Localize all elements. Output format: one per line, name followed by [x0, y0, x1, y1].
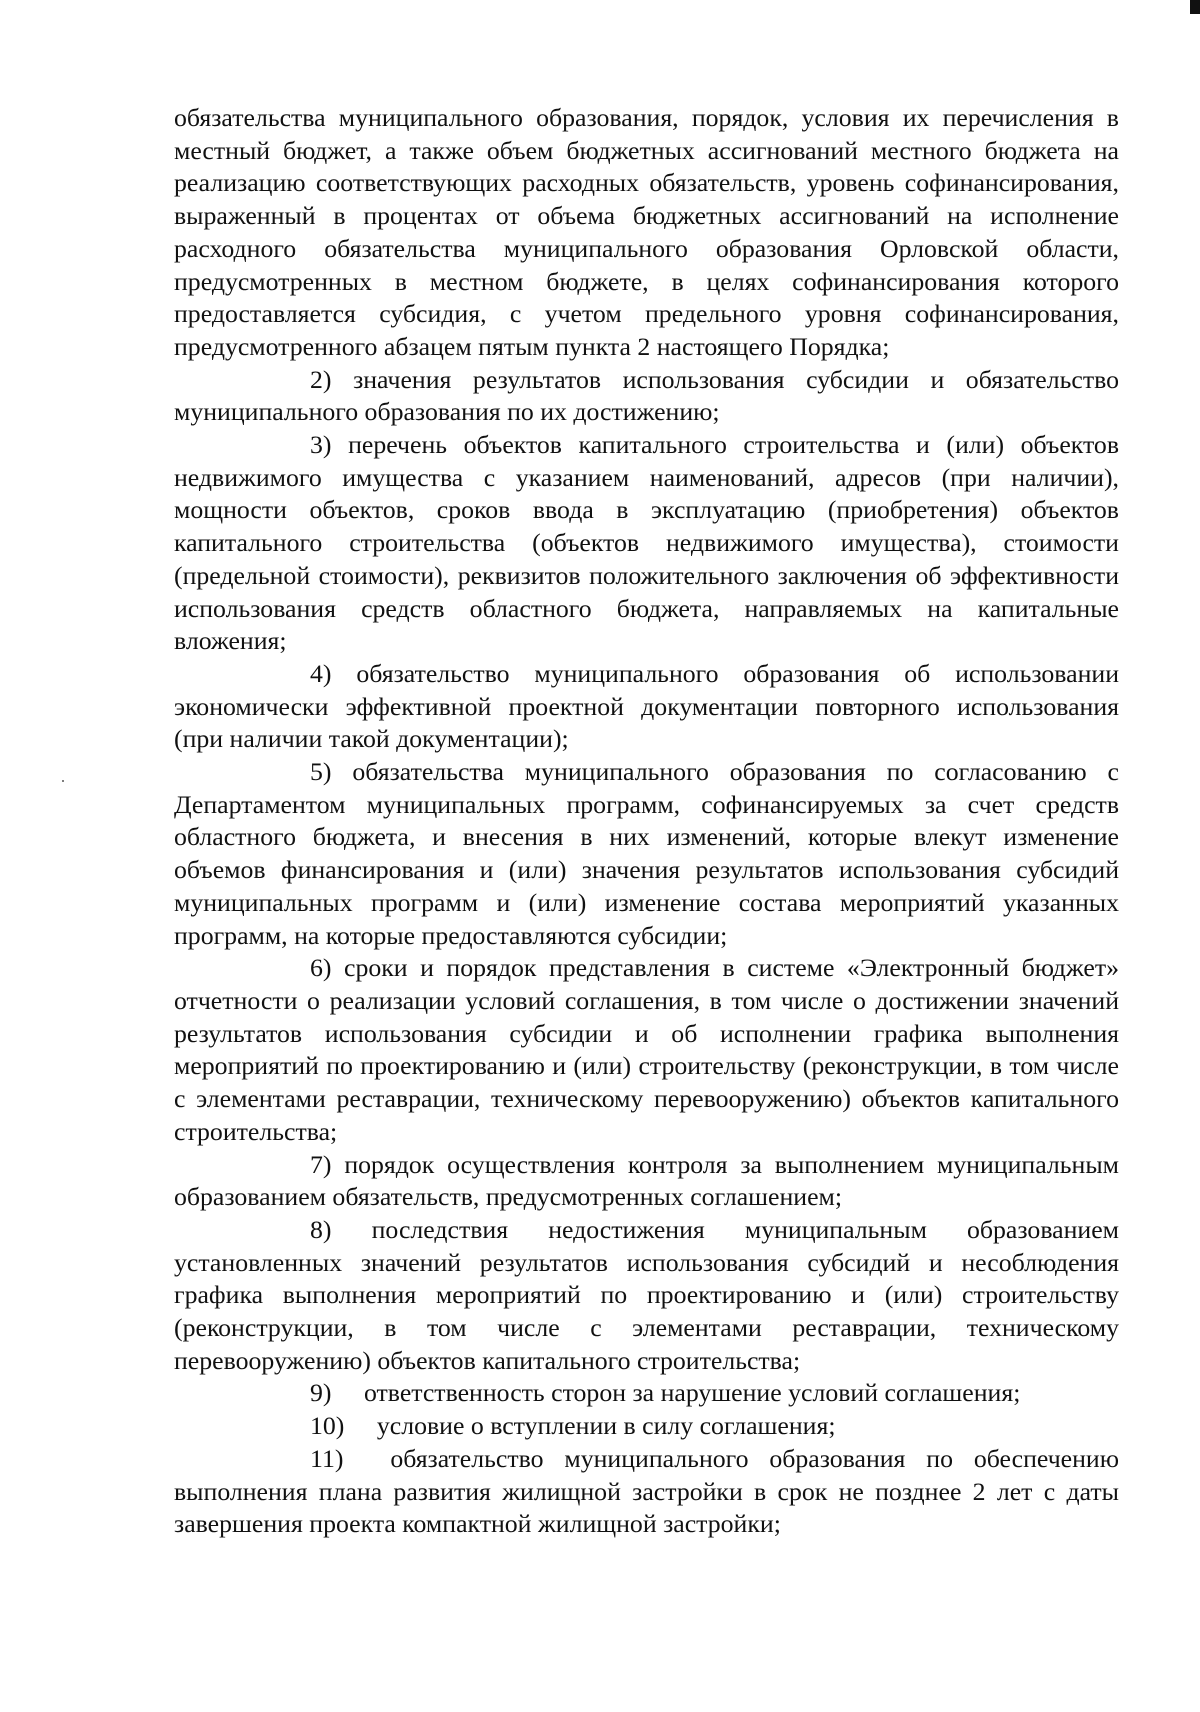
list-item-text: ответственность сторон за нарушение условий соглашения;	[363, 1378, 1021, 1408]
list-item-10	[174, 1410, 1119, 1443]
list-item-11	[174, 1443, 1119, 1541]
list-item-text: сроки и порядок представления в системе «Электронный бюджет» отчетности о реализации условий соглашения, в том числе о достижении значений результатов использования субсидии и об исполнении графика выполнения мероприятий по проектированию и (или) строительству (реконструкции, в том числе с элементами реставрации, техническому перевооружению) объектов капитального строительства;	[174, 953, 1119, 1146]
list-item-text: значения результатов использования субсидии и обязательство муниципального образования по их достижению;	[174, 364, 1120, 427]
list-item-number: 7)	[310, 1149, 332, 1179]
list-item-7	[174, 1149, 1119, 1214]
scan-edge-mark	[1190, 0, 1200, 14]
list-item-number: 2)	[310, 364, 332, 394]
paragraph-continuation	[174, 102, 1119, 364]
paragraph-text: обязательства муниципального образования, порядок, условия их перечисления в местный бюджет, а также объем бюджетных ассигнований местного бюджета на реализацию соответствующих расходных обязательств, уровень софинансирования, выраженный в процентах от объема бюджетных ассигнований на исполнение расходного обязательства муниципального образования Орловской области, предусмотренных в местном бюджете, в целях софинансирования которого предоставляется субсидия, с учетом предельного уровня софинансирования, предусмотренного абзацем пятым пункта 2 настоящего Порядка;	[174, 103, 1119, 361]
list-item-text: условие о вступлении в силу соглашения;	[376, 1411, 836, 1441]
list-item-number: 3)	[310, 430, 332, 460]
list-item-4	[174, 658, 1119, 756]
list-item-text: порядок осуществления контроля за выполнением муниципальным образованием обязательств, предусмотренных соглашением;	[174, 1149, 1119, 1212]
list-item-number: 9)	[310, 1378, 332, 1408]
list-item-number: 6)	[310, 953, 332, 983]
list-item-text: последствия недостижения муниципальным образованием установленных значений результатов использования субсидий и несоблюдения графика выполнения мероприятий по проектированию и (или) строительству (реконструкции, в том числе с элементами реставрации, техническому перевооружению) объектов капитального строительства;	[174, 1214, 1119, 1375]
list-item-number: 5)	[310, 757, 332, 787]
list-item-8	[174, 1214, 1119, 1378]
list-item-text: обязательства муниципального образования по согласованию с Департаментом муниципальных программ, софинансируемых за счет средств областного бюджета, и внесения в них изменений, которые влекут изменение объемов финансирования и (или) значения результатов использования субсидий муниципальных программ и (или) изменение состава мероприятий указанных программ, на которые предоставляются субсидии;	[174, 757, 1120, 950]
scan-speck	[62, 780, 64, 782]
document-body	[174, 102, 1119, 1541]
list-item-6	[174, 952, 1119, 1148]
list-item-number: 4)	[310, 658, 332, 688]
list-item-5	[174, 756, 1119, 952]
list-item-number: 10)	[310, 1411, 345, 1441]
list-item-text: обязательство муниципального образования по обеспечению выполнения плана развития жилищной застройки в срок не позднее 2 лет с даты завершения проекта компактной жилищной застройки;	[174, 1443, 1119, 1539]
list-item-number: 11)	[310, 1443, 344, 1473]
list-item-number: 8)	[310, 1214, 332, 1244]
list-item-9	[174, 1377, 1119, 1410]
list-item-2	[174, 364, 1119, 429]
list-item-3	[174, 429, 1119, 658]
list-item-text: перечень объектов капитального строительства и (или) объектов недвижимого имущества с указанием наименований, адресов (при наличии), мощности объектов, сроков ввода в эксплуатацию (приобретения) объектов капитального строительства (объектов недвижимого имущества), стоимости (предельной стоимости), реквизитов положительного заключения об эффективности использования средств областного бюджета, направляемых на капитальные вложения;	[174, 430, 1119, 656]
list-item-text: обязательство муниципального образования об использовании экономически эффективной проектной документации повторного использования (при наличии такой документации);	[174, 658, 1120, 754]
